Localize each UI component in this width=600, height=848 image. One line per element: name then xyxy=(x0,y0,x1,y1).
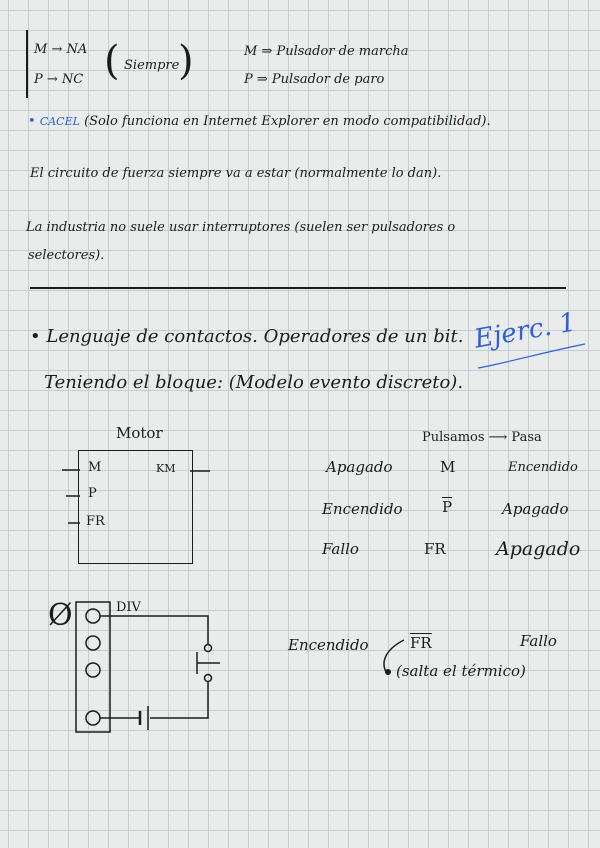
motor-output-km: KM xyxy=(156,462,176,475)
left-paren: ( xyxy=(104,38,120,84)
row2-result: Apagado xyxy=(502,500,569,518)
cacel-rest: (Solo funciona en Internet Explorer en modo compatibilidad). xyxy=(84,114,491,129)
terminal-2 xyxy=(86,636,100,650)
right-paren: ) xyxy=(178,38,194,84)
table-header: Pulsamos ⟶ Pasa xyxy=(422,430,542,445)
ejerc-underline xyxy=(478,344,585,368)
m-definition: M ⇒ Pulsador de marcha xyxy=(244,44,409,59)
terminal-3 xyxy=(86,663,100,677)
section-subtitle: Teniendo el bloque: (Modelo evento discreto). xyxy=(44,372,464,393)
terminal-strip xyxy=(76,602,110,732)
wire-right xyxy=(150,682,208,718)
cacel-link[interactable]: CACEL xyxy=(39,115,80,128)
transition-arrow-head xyxy=(385,669,391,675)
switch-contact-top xyxy=(205,645,212,652)
ejerc-label: Ejerc. 1 xyxy=(472,307,579,355)
transition-from: Encendido xyxy=(288,636,369,654)
siempre-label: Siempre xyxy=(124,58,180,73)
transition-note: (salta el térmico) xyxy=(396,662,526,680)
motor-input-fr: FR xyxy=(86,514,105,529)
terminal-1 xyxy=(86,609,100,623)
p-nc-label: P → NC xyxy=(34,72,84,87)
phi-symbol: Ø xyxy=(48,598,73,633)
row1-result: Encendido xyxy=(508,460,578,475)
transition-signal: $\overline{FR}$ xyxy=(410,634,432,652)
fuerza-note: El circuito de fuerza siempre va a estar (normalmente lo dan). xyxy=(30,166,442,181)
row1-press: M xyxy=(440,458,456,476)
wire-top xyxy=(100,616,208,644)
row1-state: Apagado xyxy=(326,458,393,476)
transition-arrow xyxy=(384,640,404,672)
industria-note-line2: selectores). xyxy=(28,248,105,263)
motor-input-p: P xyxy=(88,486,97,501)
m-na-label: M → NA xyxy=(34,42,88,57)
terminal-4 xyxy=(86,711,100,725)
section-bullet: • xyxy=(30,326,41,347)
p-definition: P ⇒ Pulsador de paro xyxy=(244,72,385,87)
circuit-div-label: DIV xyxy=(116,600,141,615)
row2-press: $\overline{P}$ xyxy=(442,498,453,516)
section-title-text: Lenguaje de contactos. Operadores de un bit. xyxy=(46,326,464,347)
industria-note-line1: La industria no suele usar interruptores (suelen ser pulsadores o xyxy=(26,220,456,235)
transition-to: Fallo xyxy=(520,632,557,650)
row3-state: Fallo xyxy=(322,540,359,558)
row3-press: FR xyxy=(424,540,446,558)
row3-result: Apagado xyxy=(496,538,581,560)
switch-contact-bottom xyxy=(205,675,212,682)
motor-title: Motor xyxy=(116,424,163,442)
row2-state: Encendido xyxy=(322,500,403,518)
motor-input-m: M xyxy=(88,460,102,475)
cacel-bullet: • xyxy=(28,114,36,129)
